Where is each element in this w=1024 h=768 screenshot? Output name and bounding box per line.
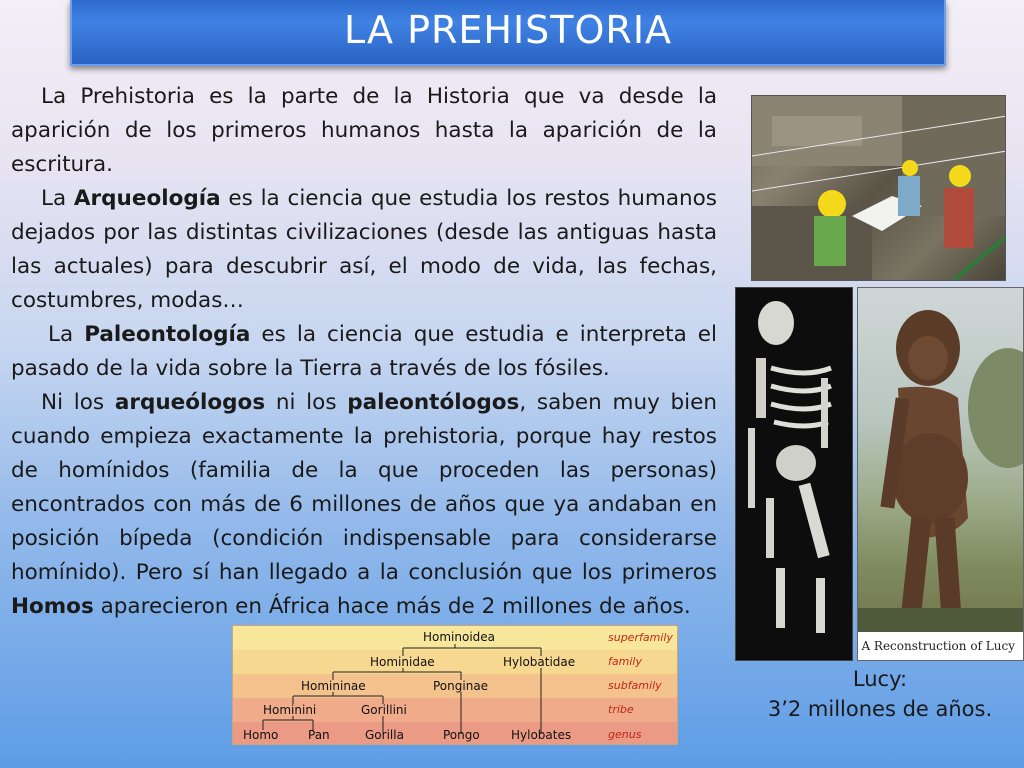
lucy-reconstruction-photo <box>857 287 1024 661</box>
term-paleontologia: Paleontología <box>84 322 251 347</box>
paragraph-homos: Ni los arqueólogos ni los paleontólogos, saben muy bien cuando empieza exactamente la prehistoria, porque hay restos de homínidos (familia de la que proceden las personas) encontrados con más de 6 millones de años que ya andaban en posición bípeda (condición indispensable para considerarse homínido). Pero sí han llegado a la conclusión que los primeros Homos aparecieron en África hace más de 2 millones de años. <box>11 390 718 619</box>
node-gorillini: Gorillini <box>361 703 407 717</box>
lucy-caption-line2: 3’2 millones de años. <box>767 697 993 721</box>
hominoid-taxonomy-diagram <box>232 625 678 745</box>
term-homos: Homos <box>11 594 94 619</box>
node-pan: Pan <box>308 728 330 742</box>
rank-superfamily: superfamily <box>608 631 673 644</box>
node-hominidae: Hominidae <box>370 655 435 669</box>
paragraph-prehistoria: La Prehistoria es la parte de la Historia que va desde la aparición de los primeros humanos hasta la aparición de la escritura. <box>11 84 717 177</box>
lucy-skeleton-photo <box>735 287 853 661</box>
excavation-photo <box>751 95 1006 281</box>
node-hylobatidae: Hylobatidae <box>503 655 576 669</box>
body-text <box>11 80 717 624</box>
lucy-caption <box>760 664 1000 724</box>
term-arqueologos: arqueólogos <box>114 390 266 415</box>
node-hylobates: Hylobates <box>511 728 572 742</box>
lucy-caption-line1: Lucy: <box>852 667 908 691</box>
lucy-image-caption: A Reconstruction of Lucy <box>858 632 1023 660</box>
term-paleontologos: paleontólogos <box>347 390 520 415</box>
paragraph-paleontologia: La Paleontología es la ciencia que estudia e interpreta el pasado de la vida sobre la Tierra a través de los fósiles. <box>11 322 717 381</box>
rank-family: family <box>608 655 642 668</box>
title-bar <box>70 0 946 66</box>
node-homo: Homo <box>243 728 279 742</box>
node-ponginae: Ponginae <box>433 679 489 693</box>
node-hominoidea: Hominoidea <box>423 630 496 644</box>
term-arqueologia: Arqueología <box>73 186 221 211</box>
node-gorilla: Gorilla <box>365 728 404 742</box>
node-homininae: Homininae <box>301 679 366 693</box>
slide-title: LA PREHISTORIA <box>343 8 673 52</box>
node-pongo: Pongo <box>443 728 480 742</box>
paragraph-arqueologia: La Arqueología es la ciencia que estudia los restos humanos dejados por las distintas civilizaciones (desde las antiguas hasta las actuales) para descubrir así, el modo de vida, las fechas, costumbres, modas… <box>11 186 717 313</box>
node-hominini: Hominini <box>263 703 317 717</box>
rank-tribe: tribe <box>608 703 634 716</box>
rank-subfamily: subfamily <box>608 679 662 692</box>
rank-genus: genus <box>608 728 642 741</box>
